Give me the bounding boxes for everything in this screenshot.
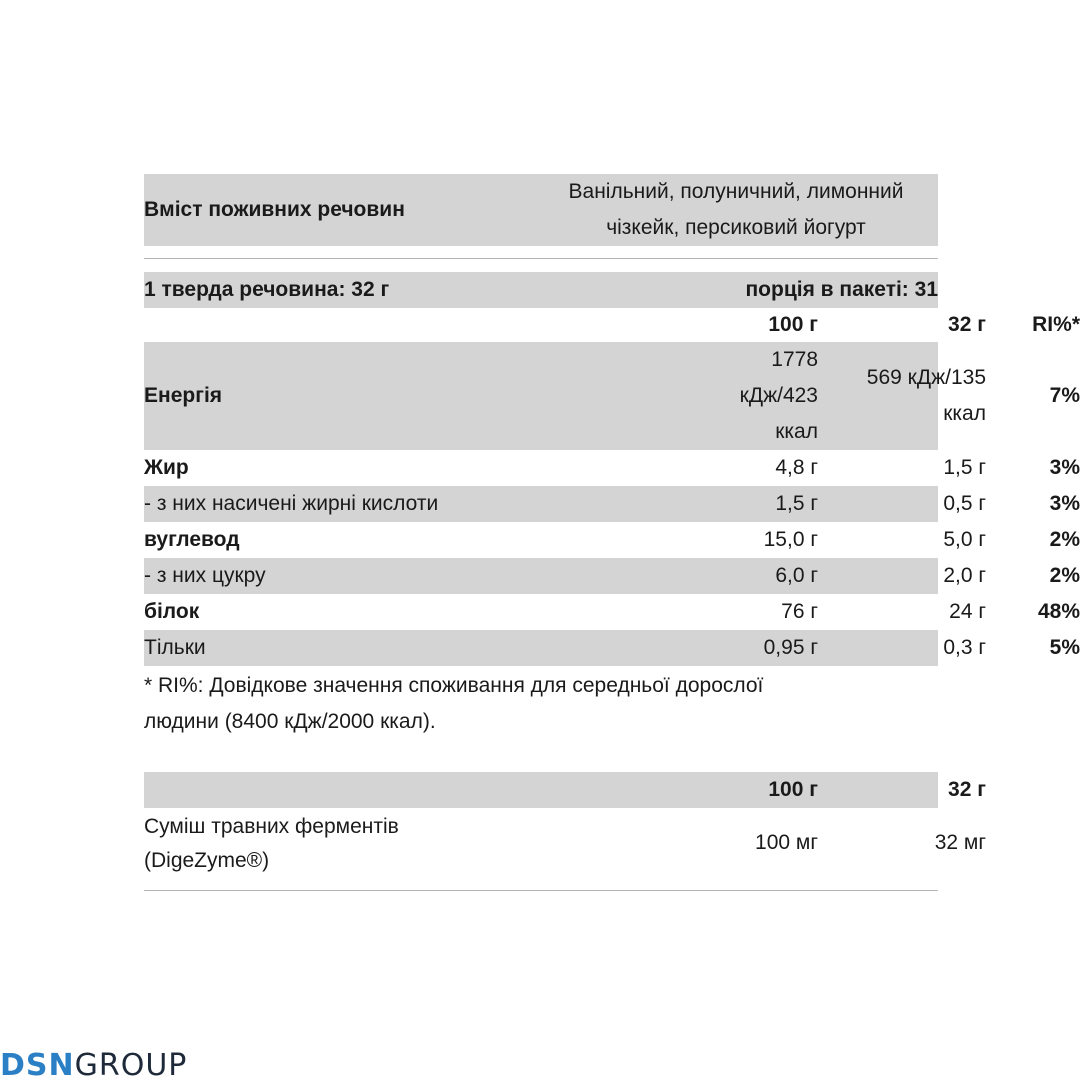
column-header-row [144, 308, 1080, 342]
col-per-serving: 32 г [948, 313, 986, 336]
enzyme-name-line-1: Суміш травних ферментів [144, 815, 399, 838]
flavors-line-1: Ванільний, полуничний, лимонний [568, 180, 904, 203]
servings-per-pack: порція в пакеті: 31 [745, 278, 938, 301]
table-row [144, 486, 1080, 522]
table-row [144, 558, 1080, 594]
flavors-cell [534, 174, 938, 246]
table-row [144, 522, 1080, 558]
nutrient-per-100: 1,5 г [775, 492, 818, 515]
col-ri: RI%* [1032, 313, 1080, 336]
energy-per-100-l3: ккал [775, 420, 818, 443]
nutrient-name: Тільки [144, 636, 206, 659]
nutrient-ri: 5% [1049, 636, 1080, 659]
nutrient-per-serving: 24 г [949, 600, 986, 623]
nutrient-name: - з них насичені жирні кислоти [144, 492, 439, 515]
energy-label: Енергія [144, 384, 223, 407]
energy-per-serving [834, 342, 986, 450]
nutrient-per-serving: 5,0 г [943, 528, 986, 551]
nutrient-per-serving: 0,5 г [943, 492, 986, 515]
flavors-line-2: чізкейк, персиковий йогурт [606, 216, 866, 239]
nutrient-per-serving: 2,0 г [943, 564, 986, 587]
energy-per-100-l1: 1778 [771, 348, 818, 371]
col-per-100: 100 г [768, 313, 818, 336]
nutrient-name: білок [144, 600, 200, 623]
nutrition-table [144, 174, 1080, 891]
energy-per-100-l2: кДж/423 [739, 384, 818, 407]
energy-per-serving-l1: 569 кДж/135 [866, 366, 986, 389]
nutrient-per-100: 76 г [781, 600, 818, 623]
enzyme-row [144, 808, 986, 878]
nutrient-name: вуглевод [144, 528, 240, 551]
nutrient-name: Жир [144, 456, 189, 479]
table-header-row [144, 174, 938, 246]
nutrient-per-100: 6,0 г [775, 564, 818, 587]
logo-part-2: GROUP [74, 1047, 188, 1083]
nutrient-ri: 2% [1049, 564, 1080, 587]
nutrient-per-serving: 0,3 г [943, 636, 986, 659]
enzyme-col-per-serving: 32 г [948, 778, 986, 801]
serving-size: 1 тверда речовина: 32 г [144, 278, 390, 301]
nutrient-ri: 2% [1049, 528, 1080, 551]
footnote-line-2: людини (8400 кДж/2000 ккал). [144, 710, 436, 733]
logo-part-1: DSN [0, 1047, 75, 1083]
enzyme-name [144, 808, 564, 878]
energy-row [144, 342, 1080, 450]
divider [144, 890, 938, 891]
energy-per-100 [704, 342, 818, 450]
nutrient-per-100: 15,0 г [763, 528, 818, 551]
table-row [144, 594, 1080, 630]
footnote [144, 668, 884, 740]
nutrient-ri: 48% [1037, 600, 1080, 623]
energy-ri: 7% [1049, 384, 1080, 407]
enzyme-per-serving: 32 мг [934, 831, 986, 854]
serving-row [144, 272, 938, 308]
enzyme-col-per-100: 100 г [768, 778, 818, 801]
nutrient-name: - з них цукру [144, 564, 266, 587]
enzyme-header-row [144, 772, 986, 808]
table-title: Вміст поживних речовин [144, 198, 405, 221]
table-row [144, 630, 1080, 666]
nutrient-per-serving: 1,5 г [943, 456, 986, 479]
nutrient-ri: 3% [1049, 492, 1080, 515]
nutrient-per-100: 4,8 г [775, 456, 818, 479]
energy-per-serving-l2: ккал [943, 402, 986, 425]
enzyme-name-line-2: (DigeZyme®) [144, 849, 270, 872]
nutrient-ri: 3% [1049, 456, 1080, 479]
nutrient-per-100: 0,95 г [763, 636, 818, 659]
footnote-line-1: * RI%: Довідкове значення споживання для середньої дорослої [144, 674, 764, 697]
enzyme-per-100: 100 мг [755, 831, 818, 854]
brand-logo [0, 1048, 187, 1082]
table-row [144, 450, 1080, 486]
